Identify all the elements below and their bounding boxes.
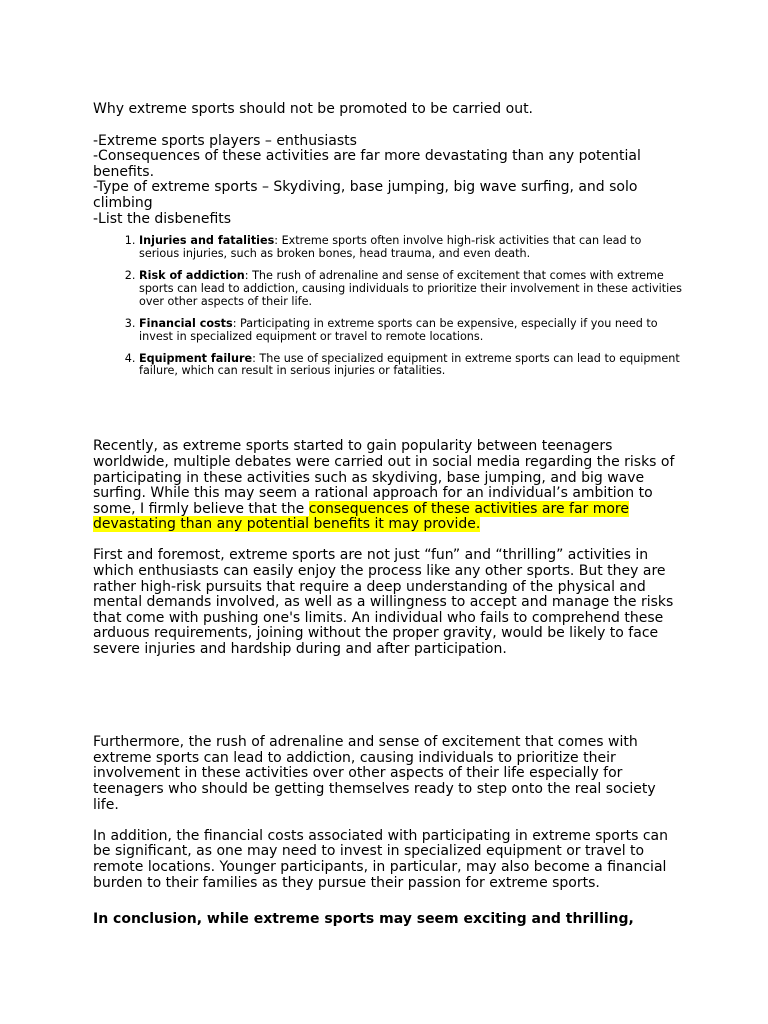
disbenefit-item (139, 353, 683, 379)
intro-text: Recently, as extreme sports started to gain popularity between teenagers worldwide, multiple debates were carried out in social media regarding the risks of participating in these activities such as skydiving, base jumping, and big wave surfing. While this may seem a rational approach for an individual’s ambition to some, I firmly believe that the (93, 438, 675, 517)
disbenefit-item (139, 235, 683, 261)
document-title: Why extreme sports should not be promoted to be carried out. (93, 101, 534, 117)
addition-paragraph: In addition, the financial costs associated with participating in extreme sports can be significant, as one may need to invest in specialized equipment or travel to remote locations. Younger participants, in particular, may also become a financial burden to their families as they pursue their passion for extreme sports. (93, 827, 669, 891)
spacer (93, 673, 683, 735)
outline-note: -Extreme sports players – enthusiasts (93, 132, 357, 149)
disbenefit-item (139, 270, 683, 309)
disbenefit-text: : The use of specialized equipment in extreme sports can lead to equipment failure, which can result in serious injuries or fatalities. (139, 351, 680, 378)
disbenefit-item (139, 318, 683, 344)
disbenefit-term: Injuries and fatalities (139, 234, 275, 248)
thesis-highlight: consequences of these activities are far more devastating than any potential benefits it may provide. (93, 500, 629, 533)
intro-paragraph (93, 439, 683, 533)
outline-note: -Consequences of these activities are far more devastating than any potential benefits. (93, 148, 641, 180)
disbenefit-term: Equipment failure (139, 351, 253, 365)
document-body (93, 102, 683, 928)
disbenefit-text: : Participating in extreme sports can be expensive, especially if you need to invest in specialized equipment or travel to remote locations. (139, 316, 658, 343)
outline-note: -List the disbenefits (93, 210, 232, 227)
first-paragraph: First and foremost, extreme sports are not just “fun” and “thrilling” activities in which enthusiasts can easily enjoy the process like any other sports. But they are rather high-risk pursuits that require a deep understanding of the physical and mental demands involved, as well as a willingness to accept and manage the risks that come with pushing one's limits. An individual who fails to comprehend these arduous requirements, joining without the proper gravity, would be likely to face severe injuries and hardship during and after participation. (93, 547, 674, 658)
outline-note: -Type of extreme sports – Skydiving, base jumping, big wave surfing, and solo climbing (93, 179, 638, 211)
disbenefit-text: : The rush of adrenaline and sense of excitement that comes with extreme sports can lead to addiction, causing individuals to prioritize their involvement in these activities over other aspects of their life. (139, 268, 682, 308)
disbenefit-text: : Extreme sports often involve high-risk activities that can lead to serious injuries, such as broken bones, head trauma, and even death. (139, 234, 642, 261)
disbenefits-list (93, 235, 683, 378)
disbenefit-term: Financial costs (139, 316, 233, 330)
conclusion-heading: In conclusion, while extreme sports may seem exciting and thrilling, (93, 911, 634, 928)
spacer (93, 387, 683, 439)
outline-notes (93, 134, 683, 228)
disbenefit-term: Risk of addiction (139, 268, 245, 282)
furthermore-paragraph: Furthermore, the rush of adrenaline and sense of excitement that comes with extreme sports can lead to addiction, causing individuals to prioritize their involvement in these activities over other aspects of their life especially for teenagers who should be getting themselves ready to step onto the real society life. (93, 734, 656, 813)
